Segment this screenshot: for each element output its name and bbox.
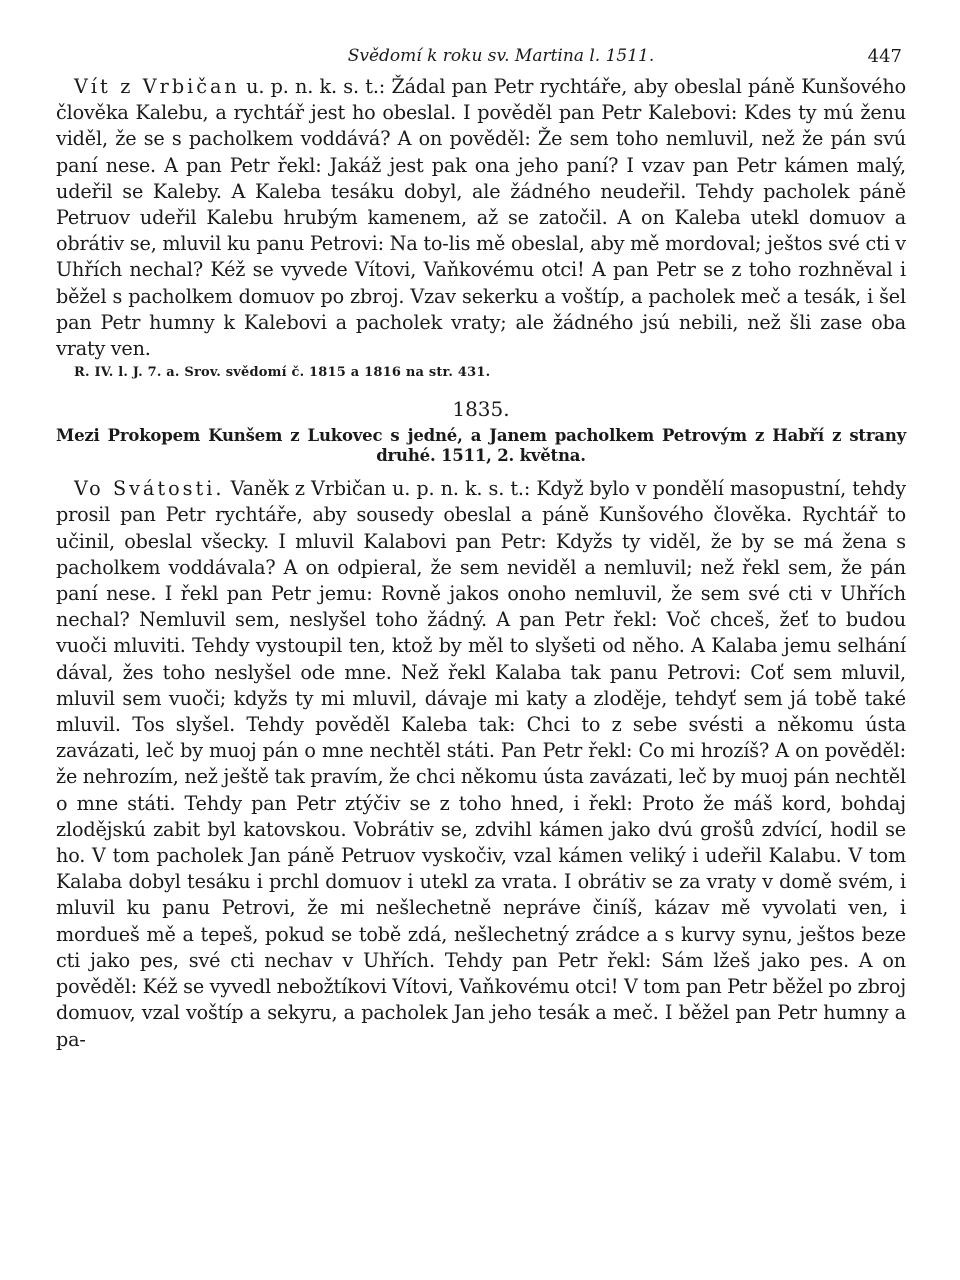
source-citation: R. IV. l. J. 7. a. Srov. svědomí č. 1815 a 1816 na str. 431.	[74, 365, 491, 381]
testimony-text-2: Vaněk z Vrbičan u. p. n. k. s. t.: Když bylo v pondělí masopustní, tehdy prosil pan Petr rychtáře, aby sousedy obeslal a páně Kunšového člověka. Rychtář to učinil, obeslal všecky. I mluvil Kalabovi pan Petr: Kdyžs ty viděl, že by se má žena s pacholkem voddávala? A on odpieral, že sem neviděl a nemluvil; než řekl sem, že pán paní nese. I řekl pan Petr jemu: Rovně jakos onoho nemluvil, že sem své cti v Uhřích nechal? Nemluvil sem, neslyšel toho žádný. A pan Petr řekl: Voč chceš, žeť to budou vuoči mluviti. Tehdy vystoupil ten, ktož by měl to slyšeti od něho. A Kalaba jemu selhání dával, žes toho neslyšel ode mne. Než řekl Kalaba tak panu Petrovi: Coť sem mluvil, mluvil sem vuoči; kdyžs ty mi mluvil, dávaje mi katy a zloděje, tehdyť sem já tobě také mluvil. Tos slyšel. Tehdy pověděl Kaleba tak: Chci to z sebe svésti a někomu ústa zavázati, leč by muoj pán o mne nechtěl státi. Pan Petr řekl: Co mi hrozíš? A on pověděl: že nehrozím, než ještě tak pravím, že chci někomu ústa zavázati, leč by muoj pán nechtěl o mne státi. Tehdy pan Petr ztýčiv se z toho hned, i řekl: Proto že máš kord, bohdaj zlodějskú zabit byl katovskou. Vobrátiv se, zdvihl kámen jako dvú grošů zdvící, hodil se ho. V tom pacholek Jan páně Petruov vyskočiv, vzal kámen veliký i udeřil Kalabu. V tom Kalaba dobyl tesáku i prchl domuov i utekl za vrata. I obrátiv se za vraty v domě svém, i mluvil ku panu Petrovi, že mi nešlechetně nepráve činíš, kázav mě vyvolati ven, i mordueš mě a tepeš, pokud se tobě zdá, nešlechetný zrádce a s kurvy synu, ještos beze cti jako pes, své cti nechav v Uhřích. Tehdy pan Petr řekl: Sám lžeš jako pes. A on pověděl: Kéž se vyvedl nebožtíkovi Vítovi, Vaňkovému otci! V tom pan Petr běžel po zbroj domuov, vzal voštíp a sekyru, a pacholek Jan jeho tesák a meč. I běžel pan Petr humny a pa-	[56, 477, 906, 1051]
page-number: 447	[867, 46, 902, 67]
witness-name: Vít z Vrbičan	[74, 75, 240, 98]
testimony-paragraph-2	[56, 476, 906, 1052]
running-title: Svědomí k roku sv. Martina l. 1511.	[347, 46, 655, 66]
record-number: 1835.	[452, 397, 510, 422]
testimony-paragraph-1	[56, 74, 906, 362]
record-summary: Mezi Prokopem Kunšem z Lukovec s jedné, a Janem pacholkem Petrovým z Habří z strany druhé. 1511, 2. května.	[56, 426, 906, 466]
testimony-text-1: u. p. n. k. s. t.: Žádal pan Petr rychtáře, aby obeslal páně Kunšového člověka Kalebu, a rychtář jest ho obeslal. I pověděl pan Petr Kalebovi: Kdes ty mú ženu viděl, že se s pacholkem voddává? A on pověděl: Že sem toho nemluvil, než že pán svú paní nese. A pan Petr řekl: Jakáž jest pak ona jeho paní? I vzav pan Petr kámen malý, udeřil se Kaleby. A Kaleba tesáku dobyl, ale žádného neudeřil. Tehdy pacholek páně Petruov udeřil Kalebu hrubým kamenem, až se zatočil. A on Kaleba utekl domuov a obrátiv se, mluvil ku panu Petrovi: Na to-lis mě obeslal, aby mě mordoval; ještos své cti v Uhřích nechal? Kéž se vyvede Vítovi, Vaňkovému otci! A pan Petr se z toho rozhněval i běžel s pacholkem domuov po zbroj. Vzav sekerku a voštíp, a pacholek meč a tesák, i šel pan Petr humny k Kalebovi a pacholek vraty; ale žádného jsú nebili, než šli zase oba vraty ven.	[56, 75, 906, 361]
place-name: Vo Svátosti.	[74, 477, 225, 501]
running-header	[56, 40, 906, 74]
